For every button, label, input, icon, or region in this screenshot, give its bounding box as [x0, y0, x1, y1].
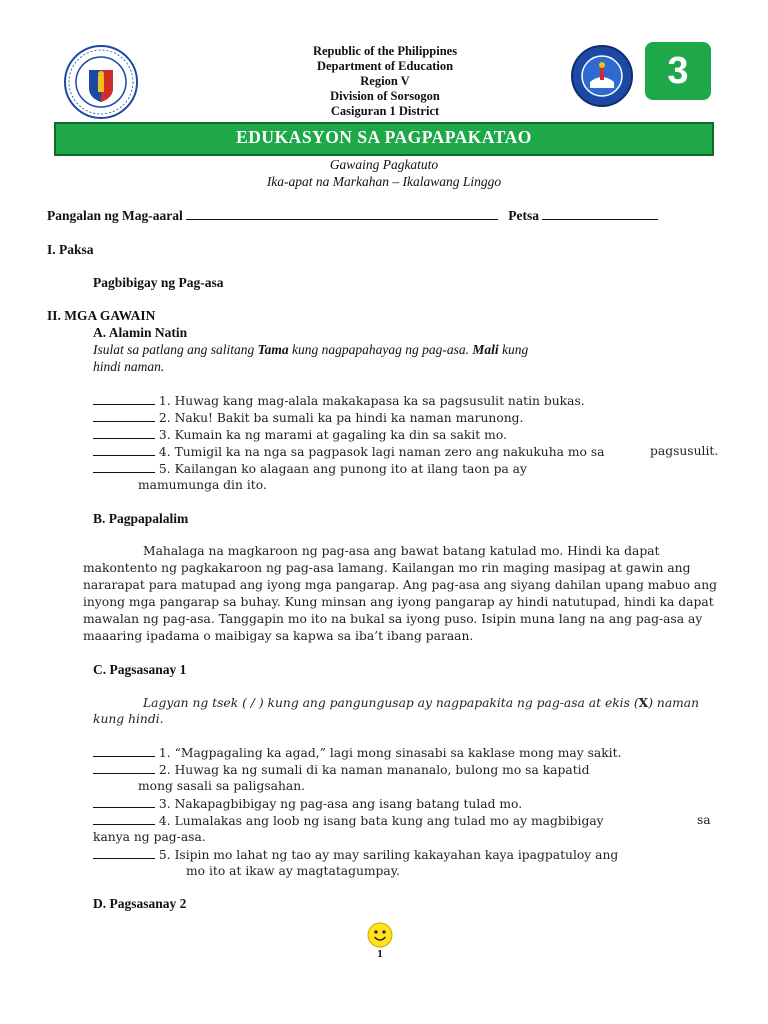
section-1-heading: I. Paksa — [47, 242, 94, 257]
answer-blank[interactable] — [93, 813, 155, 825]
part-b-heading: B. Pagpapalalim — [93, 511, 189, 526]
paragraph-line: mawalan ng pag-asa. Tanggapin mo ito na bukal sa iyong puso. Isipin muna lang na ang pag-asa ay — [83, 612, 703, 626]
paragraph-line: makontento ng pagkakaroon ng pag-asa lamang. Kailangan mo rin maging masipag at gawin ang — [83, 561, 691, 575]
topic-title: Pagbibigay ng Pag-asa — [93, 275, 224, 290]
list-item: 3. Kumain ka ng marami at gagaling ka din sa sakit mo. — [93, 427, 507, 442]
item-4-continuation: kanya ng pag-asa. — [93, 830, 206, 844]
list-item: 1. “Magpagaling ka agad,” lagi mong sinasabi sa kaklase mong may sakit. — [93, 745, 621, 760]
list-item: 2. Naku! Bakit ba sumali ka pa hindi ka naman marunong. — [93, 410, 523, 425]
paragraph-line: inyong mga pangarap sa buhay. Kung minsan ang iyong pangarap ay hindi natutupad, hindi ka dapat — [83, 595, 714, 609]
name-label: Pangalan ng Mag-aaral — [47, 208, 183, 223]
list-item: 3. Nakapagbibigay ng pag-asa ang isang batang tulad mo. — [93, 796, 522, 811]
subtitle-activity: Gawaing Pagkatuto — [329, 157, 439, 172]
part-a-instructions-line2: hindi naman. — [93, 359, 165, 374]
list-item: 4. Lumalakas ang loob ng isang bata kung ang tulad mo ay magbibigay — [93, 813, 604, 828]
part-a-instructions: Isulat sa patlang ang salitang Tama kung nagpapahayag ng pag-asa. Mali kung — [93, 342, 529, 357]
part-c-heading: C. Pagsasanay 1 — [93, 662, 187, 677]
word-tama: Tama — [257, 342, 289, 357]
answer-blank[interactable] — [93, 762, 155, 774]
part-d-heading: D. Pagsasanay 2 — [93, 896, 187, 911]
list-item: 1. Huwag kang mag-alala makakapasa ka sa pagsusulit natin bukas. — [93, 393, 585, 408]
header-line-3: Region V — [360, 74, 410, 88]
paragraph-line: maaaring ipadama o maibigay sa kapwa sa iba’t ibang paraan. — [83, 629, 474, 643]
paragraph-line: Mahalaga na magkaroon ng pag-asa ang bawat batang katulad mo. Hindi ka dapat — [143, 544, 660, 558]
grade-badge: 3 — [645, 42, 711, 100]
header-line-5: Casiguran 1 District — [330, 104, 440, 118]
header-line-1: Republic of the Philippines — [312, 44, 458, 58]
item-2-continuation: mong sasali sa paligsahan. — [138, 779, 306, 793]
date-label: Petsa — [508, 208, 540, 223]
part-c-instructions: Lagyan ng tsek ( / ) kung ang pangungusap ay nagpapakita ng pag-asa at ekis (X) naman — [143, 695, 700, 710]
answer-blank[interactable] — [93, 410, 155, 422]
smiley-icon — [367, 922, 393, 948]
item-4-tail: pagsusulit. — [650, 444, 719, 458]
answer-blank[interactable] — [93, 796, 155, 808]
item-4-tail: sa — [697, 813, 711, 827]
name-field[interactable] — [186, 208, 498, 220]
answer-blank[interactable] — [93, 745, 155, 757]
subtitle-quarter: Ika-apat na Markahan – Ikalawang Linggo — [266, 174, 502, 189]
subject-title: EDUKASYON SA PAGPAPAKATAO — [236, 127, 532, 147]
word-mali: Mali — [472, 342, 499, 357]
list-item: 4. Tumigil ka na nga sa pagpasok lagi naman zero ang nakukuha mo sa — [93, 444, 605, 459]
paragraph-line: nararapat para matupad ang iyong mga pangarap. Ang pag-asa ang siyang dahilan upang mabuo ang — [83, 578, 718, 592]
answer-blank[interactable] — [93, 427, 155, 439]
answer-blank[interactable] — [93, 393, 155, 405]
answer-blank[interactable] — [93, 444, 155, 456]
section-2-heading: II. MGA GAWAIN — [47, 308, 156, 323]
item-5-continuation: mo ito at ikaw ay magtatagumpay. — [186, 864, 400, 878]
name-row — [47, 208, 658, 224]
part-a-heading: A. Alamin Natin — [93, 325, 188, 340]
item-5-continuation: mamumunga din ito. — [138, 478, 267, 492]
list-item: 5. Kailangan ko alagaan ang punong ito at ilang taon pa ay — [93, 461, 527, 476]
deped-seal-logo — [63, 44, 139, 120]
part-c-instructions-line2: kung hindi. — [93, 712, 164, 726]
header-line-2: Department of Education — [316, 59, 454, 73]
answer-blank[interactable] — [93, 847, 155, 859]
answer-blank[interactable] — [93, 461, 155, 473]
list-item: 2. Huwag ka ng sumali di ka naman mananalo, bulong mo sa kapatid — [93, 762, 589, 777]
list-item: 5. Isipin mo lahat ng tao ay may sariling kakayahan kaya ipagpatuloy ang — [93, 847, 618, 862]
page-number: 1 — [377, 948, 383, 960]
division-seal-logo — [570, 44, 634, 108]
date-field[interactable] — [542, 208, 658, 220]
header-line-4: Division of Sorsogon — [330, 89, 440, 103]
